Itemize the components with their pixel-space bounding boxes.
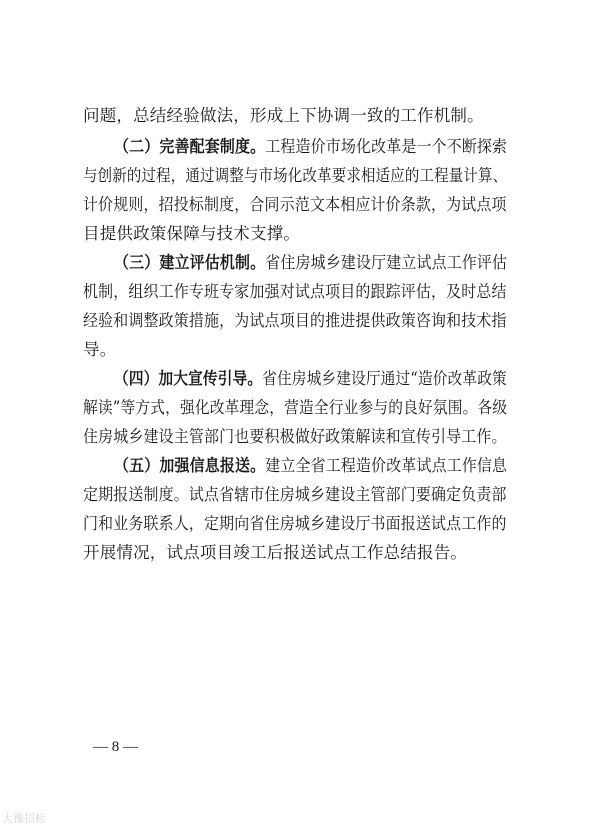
body-line: 经验和调整政策措施，为试点项目的推进提供政策咨询和技术指 [83,311,507,330]
section-heading: （五）加强信息报送。 [114,456,266,475]
body-text: 工程造价市场化改革是一个不断探索 [265,137,508,156]
body-line: 问题，总结经验做法，形成上下协调一致的工作机制。 [83,106,484,125]
body-text: 省住房城乡建设厅通过“造价改革政策 [262,369,507,388]
section-heading: （四）加大宣传引导。 [114,369,263,388]
body-line: 与创新的过程，通过调整与市场化改革要求相适应的工程量计算、 [83,166,508,185]
body-line: 门和业务联系人，定期向省住房城乡建设厅书面报送试点工作的 [83,514,507,533]
paragraph-first-line [114,253,507,273]
body-line: 机制，组织工作专班专家加强对试点项目的跟踪评估，及时总结 [83,282,507,301]
body-line: 解读”等方式，强化改革理念，营造全行业参与的良好氛围。各级 [83,398,508,417]
page-number: — 8 — [93,739,138,755]
body-line: 定期报送制度。试点省辖市住房城乡建设主管部门要确定负责部 [83,485,507,504]
body-line: 目提供政策保障与技术支撑。 [83,224,301,243]
body-text: 建立全省工程造价改革试点工作信息 [265,456,508,475]
section-heading: （三）建立评估机制。 [114,253,266,272]
paragraph-first-line [114,137,507,157]
body-text: 省住房城乡建设厅建立试点工作评估 [265,253,508,272]
section-heading: （二）完善配套制度。 [114,137,266,156]
paragraph-first-line [114,369,507,389]
body-line: 计价规则，招投标制度，合同示范文本相应计价条款，为试点项 [83,195,507,214]
body-line: 开展情况，试点项目竣工后报送试点工作总结报告。 [83,543,468,562]
body-line: 导。 [83,340,117,359]
watermark: 大豫招标 [2,812,46,825]
body-line: 住房城乡建设主管部门也要积极做好政策解读和宣传引导工作。 [83,427,507,446]
paragraph-first-line [114,456,507,476]
